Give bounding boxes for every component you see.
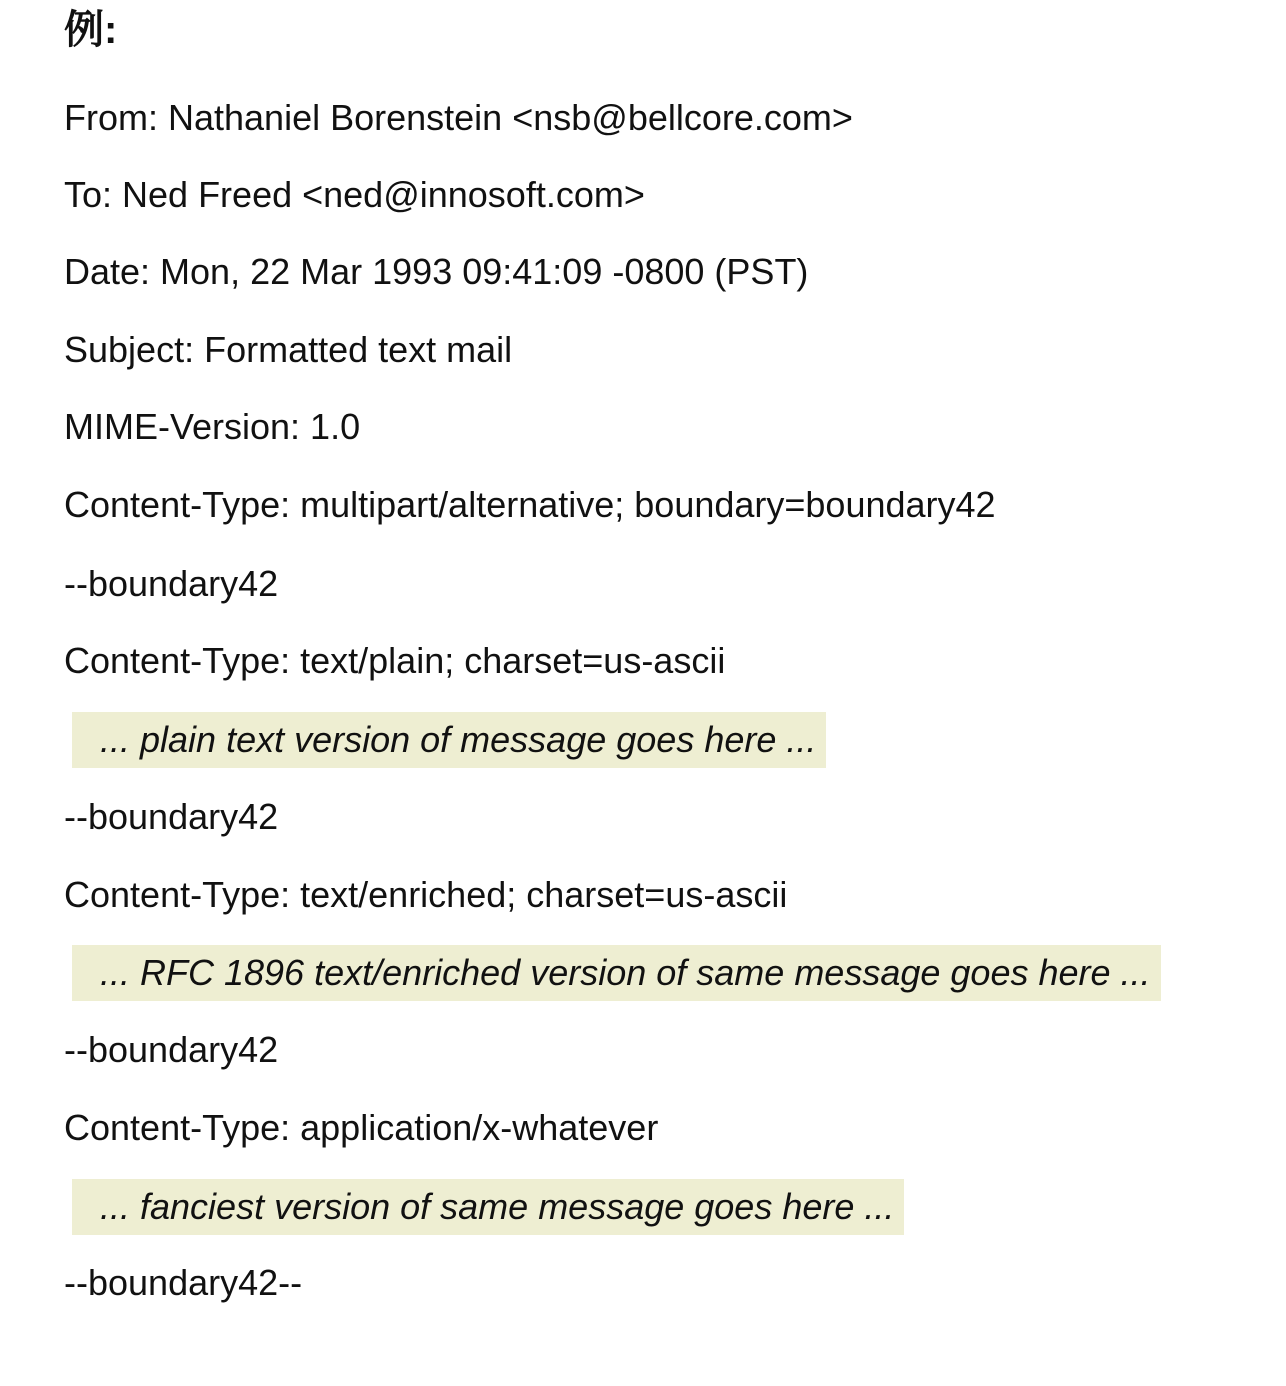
header-to: To: Ned Freed <ned@innosoft.com> (64, 174, 645, 215)
header-from: From: Nathaniel Borenstein <nsb@bellcore.com> (64, 97, 853, 138)
boundary-line: --boundary42 (64, 563, 279, 604)
header-subject: Subject: Formatted text mail (64, 329, 513, 370)
part-body-application: ... fanciest version of same message goes here ... (72, 1179, 904, 1235)
header-mime-version: MIME-Version: 1.0 (64, 406, 361, 447)
boundary-line: --boundary42 (64, 1029, 279, 1070)
part-body-enriched: ... RFC 1896 text/enriched version of same message goes here ... (72, 945, 1161, 1001)
part-content-type-plain: Content-Type: text/plain; charset=us-ascii (64, 640, 726, 681)
boundary-end-line: --boundary42-- (64, 1262, 303, 1303)
example-heading: 例: (64, 8, 118, 52)
part-content-type-enriched: Content-Type: text/enriched; charset=us-ascii (64, 874, 788, 915)
part-content-type-application: Content-Type: application/x-whatever (64, 1107, 659, 1148)
header-date: Date: Mon, 22 Mar 1993 09:41:09 -0800 (PST) (64, 251, 809, 292)
boundary-line: --boundary42 (64, 796, 279, 837)
part-body-plain: ... plain text version of message goes here ... (72, 712, 826, 768)
header-content-type-multipart: Content-Type: multipart/alternative; boundary=boundary42 (64, 484, 996, 525)
